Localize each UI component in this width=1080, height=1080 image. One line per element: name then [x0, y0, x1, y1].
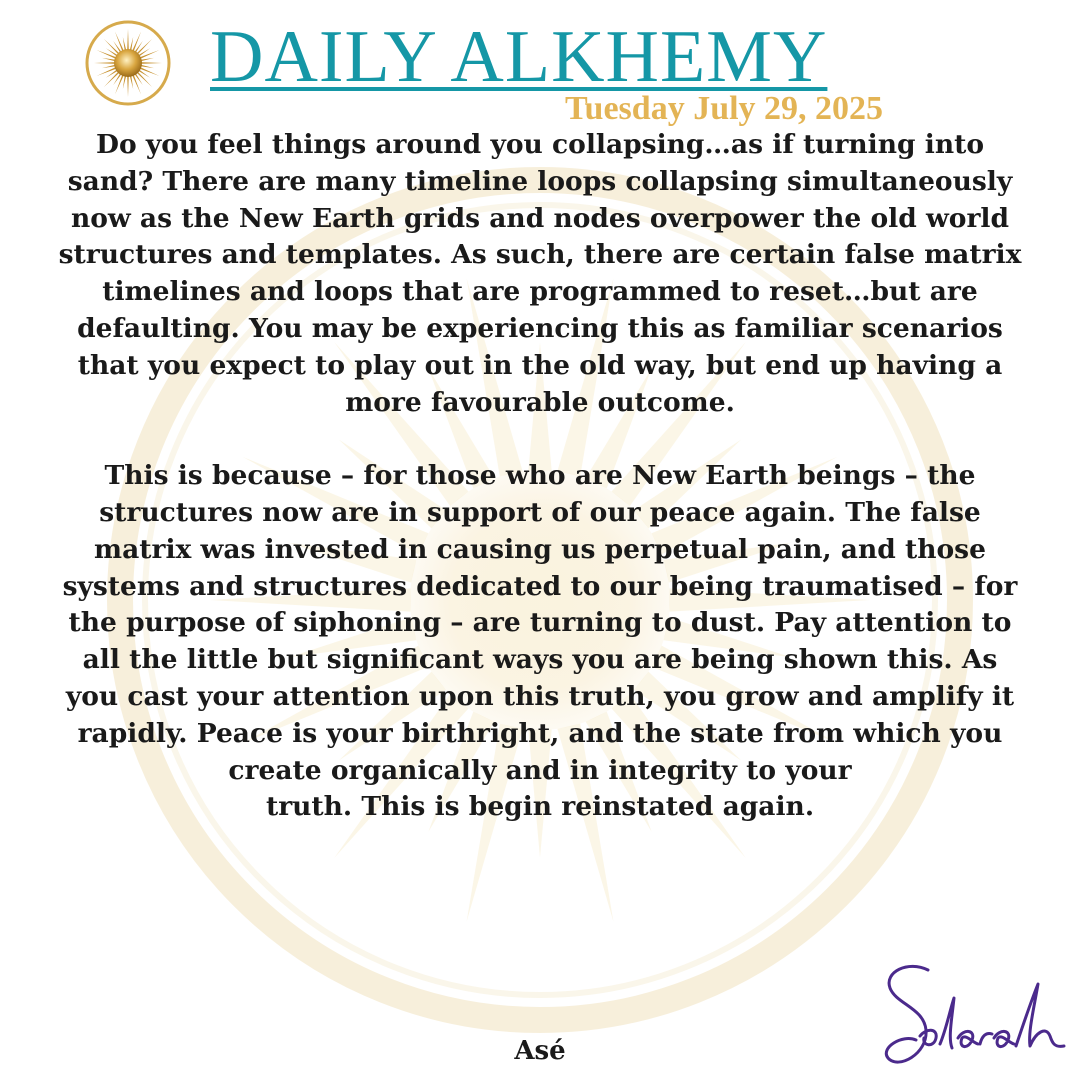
closing-word: Asé — [514, 1036, 566, 1066]
paragraph-1: Do you feel things around you collapsing…as if turning into sand? There are many timeline loops collapsing simultaneously now as the New Earth grids and nodes overpower the old world structures and templates. As such, there are certain false matrix timelines and loops that are programmed to reset…but are defaulting. You may be experiencing this as familiar scenarios that you expect to play out in the old way, but end up having a more favourable outcome. — [58, 129, 1022, 418]
golden-sun-logo — [83, 18, 173, 108]
sun-ray — [127, 29, 129, 51]
sun-ray — [97, 67, 118, 76]
sun-ray — [94, 62, 116, 64]
sun-ray — [132, 74, 141, 95]
sun-ray — [139, 50, 160, 59]
sun-ray — [115, 74, 124, 95]
sun-ray — [140, 62, 162, 64]
sun-ray — [127, 75, 129, 97]
sun-ray — [115, 32, 124, 53]
sun-ray — [132, 32, 141, 53]
paragraph-spacer — [20, 421, 1060, 458]
date-label: Tuesday July 29, 2025 — [565, 90, 884, 127]
sun-ray — [139, 67, 160, 76]
page-title: DAILY ALKHEMY — [210, 16, 828, 98]
paragraph-2: This is because – for those who are New Earth beings – the structures now are in support of our peace again. The false matrix was invested in causing us perpetual pain, and those systems and structures dedicated to our being traumatised – for the purpose of siphoning – are turning to dust. Pay attention to all the little but significant ways you are being shown this. As you cast your attention upon this truth, you grow and amplify it rapidly. Peace is your birthright, and the state from which you create organically and in integrity to your truth. This is begin reinstated again. — [62, 460, 1018, 823]
signature-solarah — [868, 958, 1068, 1078]
sun-ray — [97, 50, 118, 59]
message-body — [20, 127, 1060, 826]
